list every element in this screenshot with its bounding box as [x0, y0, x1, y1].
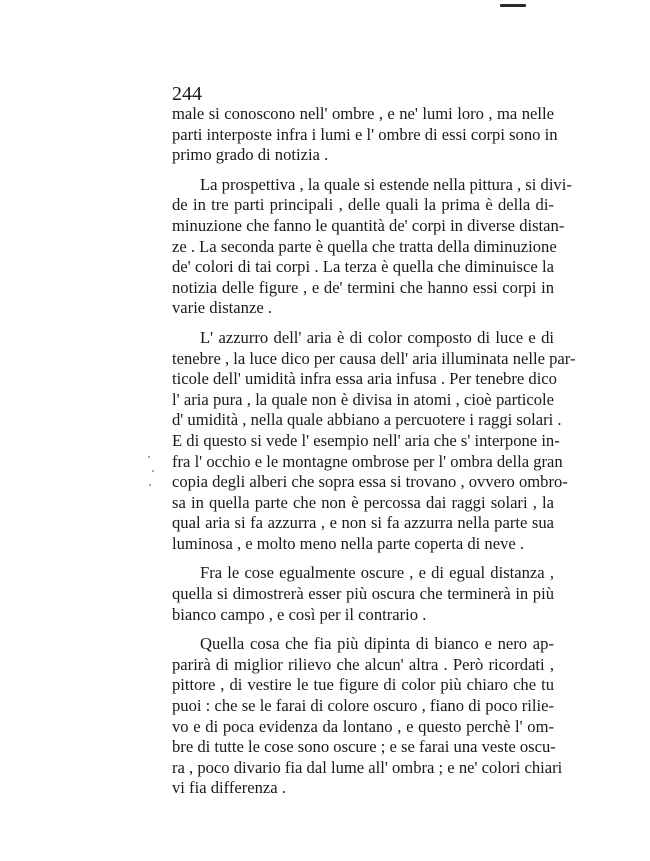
text-line: de in tre parti principali , delle quali la prima è della di- — [172, 195, 554, 215]
text-line: male si conoscono nell' ombre , e ne' lumi loro , ma nelle — [172, 104, 554, 123]
text-line: parti interposte infra i lumi e l' ombre di essi corpi sono in — [172, 124, 558, 144]
paragraph — [172, 327, 576, 555]
paragraph — [172, 563, 554, 625]
text-line: La prospettiva , la quale si estende nella pittura , si divi- — [200, 174, 572, 194]
text-line: varie distanze . — [172, 298, 272, 318]
text-line: puoi : che se le farai di colore oscuro , fiano di poco rilie- — [172, 696, 554, 716]
text-line: luminosa , e molto meno nella parte coperta di neve . — [172, 533, 525, 553]
paragraph — [172, 104, 558, 166]
text-line: de' colori di tai corpi . La terza è quella che diminuisce la — [172, 257, 554, 277]
page-number: 244 — [172, 83, 202, 105]
text-line: fra l' occhio e le montagne ombrose per l' ombra della gran — [172, 451, 563, 471]
text-line: copia degli alberi che sopra essa si trovano , ovvero ombro- — [172, 472, 568, 492]
text-line: E di questo si vede l' esempio nell' aria che s' interpone in- — [172, 430, 560, 450]
text-line: vo e di poca evidenza da lontano , e questo perchè l' om- — [172, 716, 554, 736]
text-line: l' aria pura , la quale non è divisa in atomi , cioè particole — [172, 389, 554, 409]
text-line: pittore , di vestire le tue figure di color più chiaro che tu — [172, 675, 554, 695]
text-line: ze . La seconda parte è quella che tratta della diminuzione — [172, 236, 557, 256]
text-line: sa in quella parte che non è percossa dai raggi solari , la — [172, 492, 554, 512]
text-line: ra , poco divario fia dal lume all' ombra ; e ne' colori chiari — [172, 757, 563, 777]
text-line: bianco campo , e così per il contrario . — [172, 604, 427, 624]
text-line: bre di tutte le cose sono oscure ; e se farai una veste oscu- — [172, 737, 556, 757]
text-line: qual aria si fa azzurra , e non si fa azzurra nella parte sua — [172, 513, 554, 533]
text-line: ticole dell' umidità infra essa aria infusa . Per tenebre dico — [172, 369, 557, 389]
text-line: parirà di miglior rilievo che alcun' altra . Però ricordati , — [172, 654, 554, 674]
text-line: quella si dimostrerà esser più oscura che terminerà in più — [172, 584, 554, 604]
text-line: Quella cosa che fia più dipinta di bianco e nero ap- — [200, 634, 554, 654]
paragraph-gap — [172, 166, 554, 175]
body-text — [172, 104, 576, 799]
text-line: tenebre , la luce dico per causa dell' aria illuminata nelle par- — [172, 348, 576, 368]
text-line: d' umidità , nella quale abbiano a percuotere i raggi solari . — [172, 410, 562, 430]
top-margin-mark — [500, 4, 526, 7]
paragraph-gap — [172, 625, 554, 634]
text-line: L' azzurro dell' aria è di color composto di luce e di — [200, 327, 554, 347]
margin-specks — [146, 452, 156, 492]
paragraph-gap — [172, 319, 554, 328]
text-line: minuzione che fanno le quantità de' corpi in diverse distan- — [172, 215, 565, 235]
paragraph-gap — [172, 554, 554, 563]
paragraph — [172, 634, 563, 799]
text-line: notizia delle figure , e de' termini che hanno essi corpi in — [172, 277, 554, 297]
text-line: vi fia differenza . — [172, 778, 286, 798]
paragraph — [172, 174, 572, 319]
text-line: primo grado di notizia . — [172, 145, 329, 165]
text-line: Fra le cose egualmente oscure , e di egual distanza , — [200, 563, 554, 583]
